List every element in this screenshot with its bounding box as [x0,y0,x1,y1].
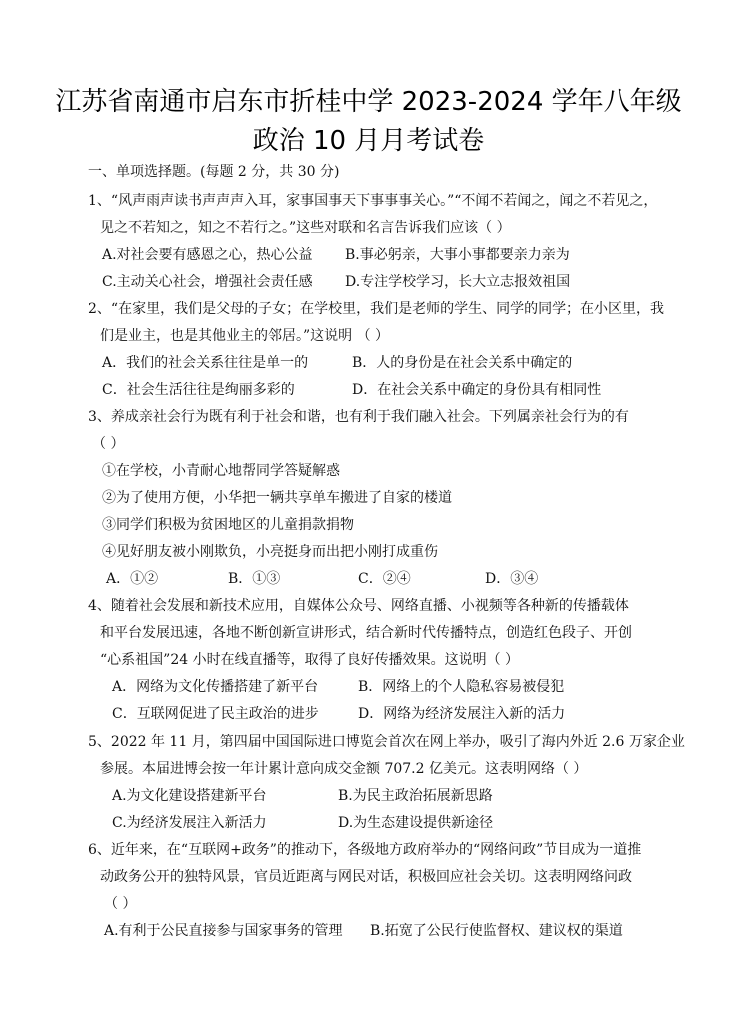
q2-stem-line1: 2、“在家里，我们是父母的子女；在学校里，我们是老师的学生、同学的同学；在小区里，我 [88,301,665,317]
q1-stem-line2: 见之不若知之，知之不若行之。”这些对联和名言告诉我们应该（ ） [100,220,511,236]
q1-option-a: A.对社会要有感恩之心，热心公益 [102,247,313,263]
q6-stem-line1: 6、近年来，在“互联网+政务”的推动下，各级地方政府举办的“网络问政”节目成为一道推 [88,842,642,858]
q4-option-b: B．网络上的个人隐私容易被侵犯 [358,679,565,695]
q3-stem-line2: （ ） [92,436,125,452]
q4-option-a: A．网络为文化传播搭建了新平台 [112,679,319,695]
q3-stem-line1: 3、养成亲社会行为既有利于社会和谐，也有利于我们融入社会。下列属亲社会行为的有 [88,409,629,425]
q1-option-c: C.主动关心社会，增强社会责任感 [102,274,313,290]
q4-stem-line2: 和平台发展迅速，各地不断创新宣讲形式，结合新时代传播特点，创造红色段子、开创 [100,625,632,641]
exam-title-line1: 江苏省南通市启东市折桂中学 2023-2024 学年八年级 [55,87,682,117]
q4-stem-line1: 4、随着社会发展和新技术应用，自媒体公众号、网络直播、小视频等各种新的传播载体 [88,598,629,614]
q1-stem-line1: 1、“风声雨声读书声声声入耳，家事国事天下事事事关心。”“不闻不若闻之，闻之不若见之， [88,193,658,209]
q3-option-a: A．①② [106,571,159,587]
q5-option-d: D.为生态建设提供新途径 [338,815,494,831]
q4-option-d: D．网络为经济发展注入新的活力 [358,706,566,722]
q2-option-c: C．社会生活往往是绚丽多彩的 [102,382,295,398]
q3-item-2: ②为了使用方便，小华把一辆共享单车搬进了自家的楼道 [102,490,452,506]
q1-option-d: D.专注学校学习，长大立志报效祖国 [345,274,571,290]
q4-option-c: C．互联网促进了民主政治的进步 [112,706,319,722]
q5-option-b: B.为民主政治拓展新思路 [338,788,493,804]
q3-item-4: ④见好朋友被小刚欺负，小亮挺身而出把小刚打成重伤 [102,544,438,560]
q5-option-c: C.为经济发展注入新活力 [112,815,267,831]
q2-option-d: D．在社会关系中确定的身份具有相同性 [352,382,602,398]
q6-stem-line3: （ ） [104,896,137,912]
q6-stem-line2: 动政务公开的独特风景，官员近距离与网民对话，积极回应社会关切。这表明网络问政 [100,869,632,885]
q3-option-b: B．①③ [228,571,281,587]
q3-item-3: ③同学们积极为贫困地区的儿童捐款捐物 [102,517,354,533]
q1-option-b: B.事必躬亲，大事小事都要亲力亲为 [345,247,570,263]
q5-option-a: A.为文化建设搭建新平台 [112,788,267,804]
q5-stem-line1: 5、2022 年 11 月，第四届中国国际进口博览会首次在网上举办，吸引了海内外近 2.6 万家企业 [88,734,685,750]
q3-option-c: C．②④ [358,571,411,587]
exam-title-line2: 政治 10 月月考试卷 [252,126,485,156]
q3-item-1: ①在学校，小青耐心地帮同学答疑解惑 [102,463,340,479]
q6-option-a: A.有利于公民直接参与国家事务的管理 [104,923,343,939]
q3-option-d: D．③④ [485,571,539,587]
q6-option-b: B.拓宽了公民行使监督权、建议权的渠道 [370,923,623,939]
q2-option-b: B．人的身份是在社会关系中确定的 [352,355,573,371]
q5-stem-line2: 参展。本届进博会按一年计累计意向成交金额 707.2 亿美元。这表明网络（ ） [100,761,588,777]
section-heading: 一、单项选择题。(每题 2 分，共 30 分) [88,164,340,180]
q2-stem-line2: 们是业主，也是其他业主的邻居。”这说明 （ ） [100,328,390,344]
q4-stem-line3: “心系祖国”24 小时在线直播等，取得了良好传播效果。这说明（ ） [100,652,520,668]
q2-option-a: A．我们的社会关系往往是单一的 [102,355,309,371]
